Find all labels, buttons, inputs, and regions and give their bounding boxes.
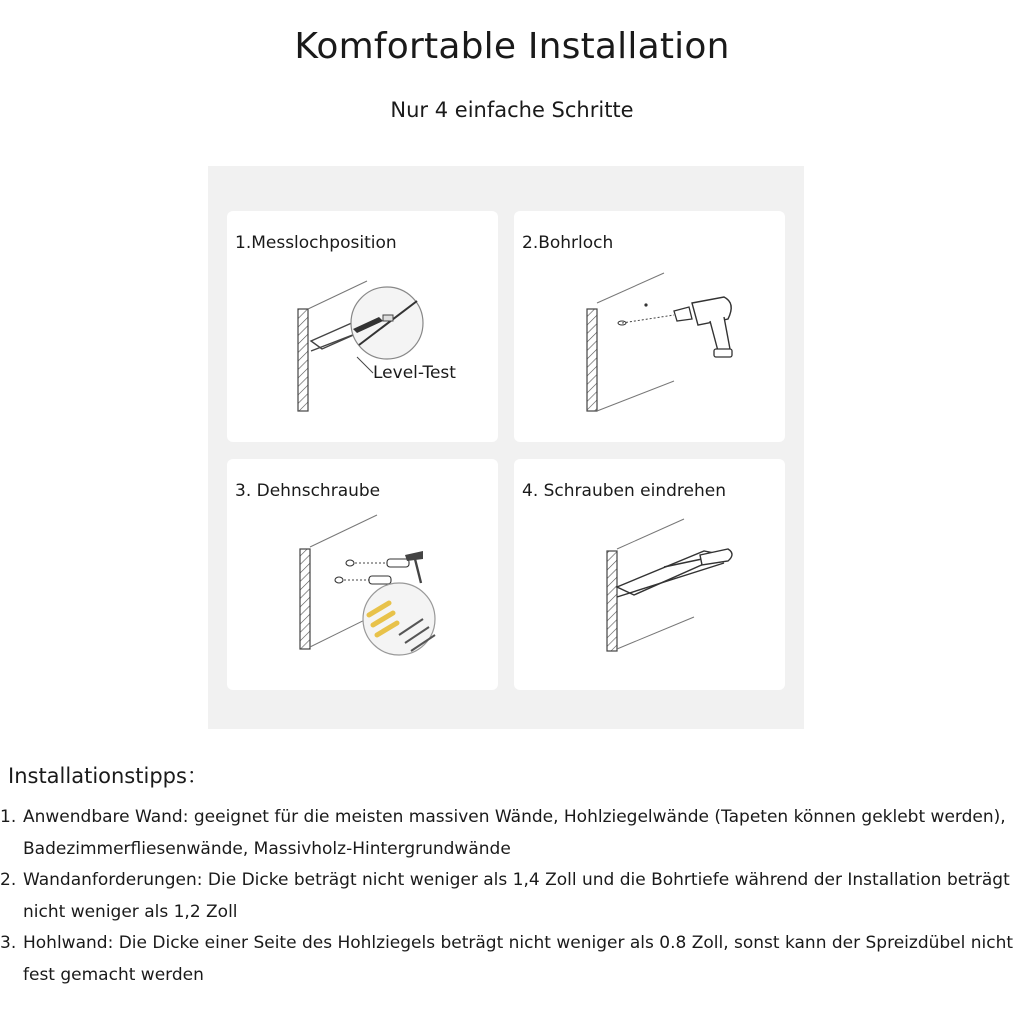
tip-text: Anwendbare Wand: geeignet für die meisten massiven Wände, Hohlziegelwände (Tapeten können geklebt werden), Badezimmerfliesenwände, Massivholz-Hintergrundwände [23,807,1006,859]
wall-icon [300,549,310,649]
step-card-1 [227,211,498,442]
drill-illustration [514,211,785,442]
wall-icon [298,309,308,411]
step-card-4 [514,459,785,690]
screwdriver-illustration [514,459,785,690]
step-card-2 [514,211,785,442]
step-label-2: 2.Bohrloch [522,233,614,253]
wall-icon [587,309,597,411]
parts-magnifier-icon [363,583,435,655]
wall-icon [607,551,617,651]
step-label-3: 3. Dehnschraube [235,481,381,501]
tip-text: Hohlwand: Die Dicke einer Seite des Hohlziegels beträgt nicht weniger als 0.8 Zoll, sonst kann der Spreizdübel nicht fest gemacht werden [23,933,1014,985]
step-label-4: 4. Schrauben eindrehen [522,481,726,501]
tip-number: 3. [0,933,17,953]
measure-illustration [227,211,498,442]
page-title: Komfortable Installation [294,26,730,67]
drill-icon [674,297,732,357]
tip-number: 2. [0,870,17,890]
step-card-3 [227,459,498,690]
tip-item [0,802,1024,865]
anchor-illustration [227,459,498,690]
steps-panel [208,166,804,729]
tip-number: 1. [0,807,17,827]
step-label-1: 1.Messlochposition [235,233,397,253]
page-subtitle: Nur 4 einfache Schritte [390,98,634,122]
tips-heading: Installationstipps： [8,764,208,788]
tip-item [0,928,1024,991]
level-test-annotation: Level-Test [373,363,456,383]
tip-text: Wandanforderungen: Die Dicke beträgt nicht weniger als 1,4 Zoll und die Bohrtiefe während der Installation beträgt nicht weniger als 1,2 Zoll [23,870,1010,922]
tips-list [0,802,1024,991]
tip-item [0,865,1024,928]
